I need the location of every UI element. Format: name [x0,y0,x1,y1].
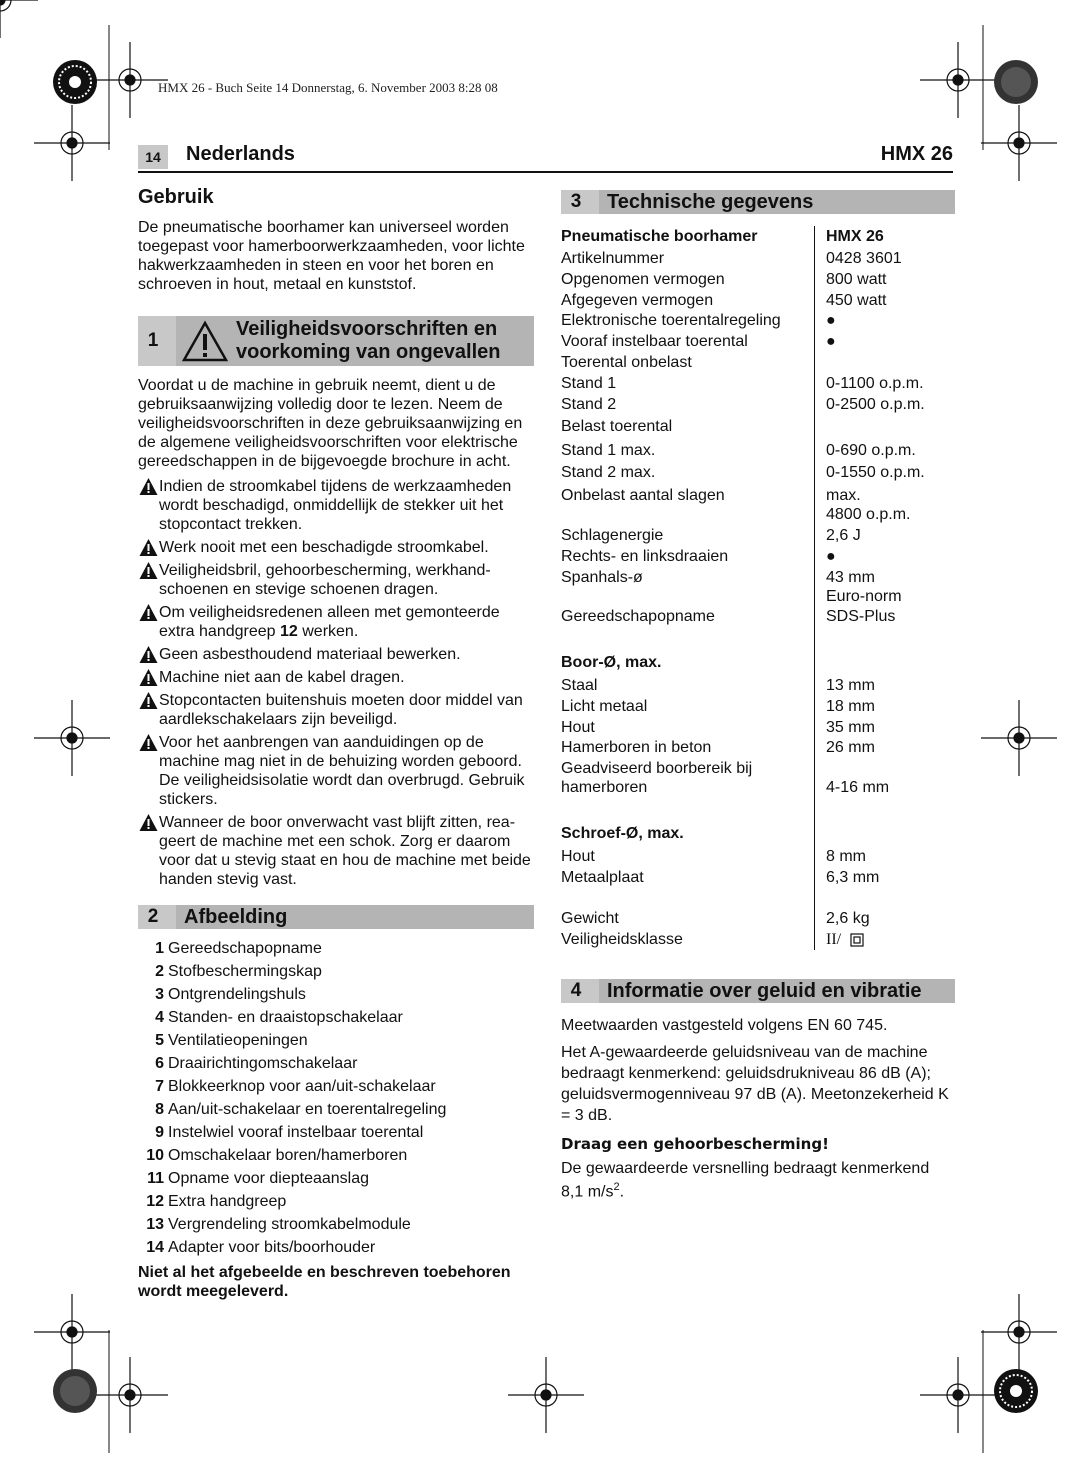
superscript: 2 [613,1181,620,1193]
spec-row [561,568,955,606]
spec-value-line: 800 watt [826,271,887,288]
spec-label [561,353,815,372]
spec-value-line: HMX 26 [826,228,884,245]
spec-value [815,676,875,695]
spec-value [815,227,884,246]
warning-text: Indien de stroomkabel tijdens de werkzaamheden wordt beschadigd, onmiddellijk de stekker uit het stopcontact trekken. [159,478,512,533]
list-item-number: 3 [155,985,164,1003]
spec-value [815,868,879,887]
spec-label-line: Spanhals-ø [561,569,643,586]
spec-label [561,930,815,949]
list-item [138,1236,534,1259]
spec-value-line: 4-16 mm [826,779,890,796]
list-item-number: 1 [155,939,164,957]
spec-label [561,311,815,330]
gebruik-title: Gebruik [138,186,214,208]
spec-row [561,607,955,626]
spec-row [561,759,955,797]
spec-value [815,463,925,482]
spec-label [561,547,815,566]
spec-value [815,568,902,606]
list-item-number: 6 [155,1054,164,1072]
warning-text: Stopcontacten buitenshuis moeten door middel van aardlekschakelaars zijn beveiligd. [159,692,523,728]
spec-label-line: Stand 2 [561,396,617,413]
spec-row [561,738,955,757]
list-item [138,1029,534,1052]
section-4-header [561,979,955,1003]
list-item [138,1121,534,1144]
spec-label-line: Opgenomen vermogen [561,271,725,288]
spec-value [815,441,916,460]
section-3-title: Technische gegevens [599,190,955,214]
list-item-label: Ontgrendelingshuls [168,985,306,1003]
section-2-title: Afbeelding [176,905,534,929]
spec-label-line: Licht metaal [561,698,648,715]
spec-value-line: 450 watt [826,292,887,309]
spec-label-line: Stand 1 [561,375,617,392]
section-1-header [138,316,534,366]
section-2-number: 2 [147,906,159,927]
spec-value-line: 6,3 mm [826,869,880,886]
spec-value [815,417,826,436]
spec-row [561,227,955,246]
spec-row [561,868,955,887]
spec-row [561,311,955,330]
spec-table-divider [814,226,815,950]
spec-value [815,697,875,716]
spec-label [561,824,815,843]
spec-row [561,676,955,695]
list-item-number: 10 [146,1146,164,1164]
list-item [138,1052,534,1075]
noise-p2: Het A-gewaardeerde geluidsniveau van de machine bedraagt kenmerkend: geluidsdrukniveau 86 dB (A); geluidsvermogenniveau 97 dB (A). Meetonzekerheid K = 3 dB. [561,1044,949,1124]
spec-label-line: Vooraf instelbaar toerental [561,333,748,350]
spec-label [561,270,815,289]
spec-label-line: Metaalplaat [561,869,644,886]
warning-text: Werk nooit met een beschadigde stroomkabel. [159,539,489,556]
spec-value-line: ● [826,333,836,350]
vibration-text-end: . [619,1183,625,1201]
warning-text: Geen asbesthoudend materiaal bewerken. [159,646,461,663]
list-item [138,1167,534,1190]
list-item-label: Ventilatieopeningen [168,1031,308,1049]
warning-text: Machine niet aan de kabel dragen. [159,669,405,686]
warning-icon [138,645,159,664]
section-2-header [138,905,534,929]
spec-value-line [826,759,889,778]
spec-label [561,374,815,393]
spec-label-line: Rechts- en linksdraaien [561,548,729,565]
spec-value-line: 8 mm [826,848,866,865]
spec-label [561,653,815,672]
accessories-note: Niet al het afgebeelde en beschreven toebehoren wordt meegeleverd. [138,1264,511,1300]
list-item [138,960,534,983]
list-item-number: 11 [147,1169,164,1187]
spec-row [561,417,955,436]
warning-icon [138,538,159,557]
list-item [138,1190,534,1213]
spec-label-line: Artikelnummer [561,250,665,267]
spec-label-line: Schroef-Ø, max. [561,825,684,842]
spec-value-line: ● [826,548,836,565]
spec-value [815,526,861,545]
spec-value-line: 18 mm [826,698,875,715]
spec-label-line: Elektronische toerentalregeling [561,312,781,329]
spec-label-line: Schlagenergie [561,527,664,544]
spec-row [561,526,955,545]
spec-label-line: Stand 2 max. [561,464,656,481]
spec-label-line: Boor-Ø, max. [561,654,662,671]
list-item-label: Stofbeschermingskap [168,962,322,980]
noise-p1: Meetwaarden vastgesteld volgens EN 60 745. [561,1017,888,1034]
spec-value [815,486,911,524]
header-model: HMX 26 [880,143,953,165]
spec-value-line: 0-1100 o.p.m. [826,375,924,392]
spec-label [561,526,815,545]
double-insulation-icon [850,933,864,947]
section-1-number: 1 [147,330,159,351]
spec-label-line: Belast toerental [561,418,673,435]
spec-label-line: Toerental onbelast [561,354,692,371]
spec-value [815,930,841,949]
page-number: 14 [138,145,168,169]
list-item [138,1098,534,1121]
spec-label [561,697,815,716]
warning-item [138,538,534,557]
gebruik-text: De pneumatische boorhamer kan universeel worden toegepast voor hamerboorwerkzaamheden, voor lichte hakwerkzaamheden in steen en voor het boren en schroeven in hout, metaal en kunststof. [138,219,525,293]
spec-value-line: 43 mm [826,569,875,586]
warning-text-part: Om veiligheidsredenen alleen met gemonteerde extra handgreep [159,604,500,640]
list-item-label: Blokkeerknop voor aan/uit-schakelaar [168,1077,436,1095]
list-item-label: Vergrendeling stroomkabelmodule [168,1215,411,1233]
spec-value-line: 0-1550 o.p.m. [826,464,925,481]
list-item [138,1075,534,1098]
list-item-number: 9 [155,1123,164,1141]
list-item-label: Standen- en draaistopschakelaar [168,1008,403,1026]
spec-label-line: Onbelast aantal slagen [561,487,725,504]
warning-item [138,691,534,729]
spec-value-line: 0-690 o.p.m. [826,442,916,459]
warning-item [138,668,534,687]
spec-label-line: Gewicht [561,910,619,927]
spec-table [561,227,955,952]
spec-label-line: Veiligheidsklasse [561,931,683,948]
spec-value [815,395,925,414]
spec-value-line: max. [826,487,861,504]
list-item-number: 12 [146,1192,164,1210]
warning-item [138,603,534,641]
spec-label-line: Afgegeven vermogen [561,292,714,309]
spec-value-line: SDS-Plus [826,608,896,625]
spec-value-line: 2,6 J [826,527,861,544]
list-item-label: Aan/uit-schakelaar en toerentalregeling [168,1100,447,1118]
spec-label [561,463,815,482]
list-item [138,1144,534,1167]
spec-label-line: Stand 1 max. [561,442,656,459]
spec-label [561,718,815,737]
spec-value-line: ● [826,312,836,329]
spec-label [561,227,815,246]
spec-value [815,909,870,928]
spec-value [815,547,836,566]
spec-row [561,249,955,268]
list-item-label: Instelwiel vooraf instelbaar toerental [168,1123,424,1141]
spec-value [815,718,875,737]
warnings-list [138,477,534,893]
spec-value [815,332,836,351]
section-3-number: 3 [570,191,582,212]
list-item-number: 4 [155,1008,164,1026]
warning-icon [138,733,159,752]
spec-value [815,353,826,372]
section-1-title: Veiligheidsvoorschriften en voorkoming van ongevallen [236,318,501,363]
spec-value [815,311,836,330]
spec-row [561,718,955,737]
spec-label [561,676,815,695]
list-item-label: Adapter voor bits/boorhouder [168,1238,376,1256]
noise-p3: Draag een gehoorbescherming! [561,1135,829,1153]
spec-label [561,332,815,351]
header-language: Nederlands [186,143,295,165]
spec-label-line: Geadviseerd boorbereik bij [561,760,753,777]
spec-label [561,486,815,524]
vibration-text: De gewaardeerde versnelling bedraagt kenmerkend 8,1 m/s [561,1160,930,1201]
spec-row [561,395,955,414]
list-item-label: Omschakelaar boren/hamerboren [168,1146,408,1164]
spec-value-line: 2,6 kg [826,910,870,927]
spec-label-line: Hamerboren in beton [561,739,712,756]
spec-value [815,270,886,289]
list-item [138,983,534,1006]
spec-row [561,463,955,482]
spec-value [815,249,902,268]
part-number: 12 [279,623,298,640]
warning-icon [138,477,159,496]
spec-label [561,568,815,606]
spec-label-line: hamerboren [561,779,648,796]
spec-row [561,824,955,843]
list-item-label: Opname voor diepteaanslag [168,1169,370,1187]
spec-label-line: Staal [561,677,598,694]
spec-value-line: II/ [826,931,842,948]
spec-row [561,847,955,866]
spec-value [815,759,889,797]
warning-item [138,813,534,889]
warning-icon [138,691,159,710]
spec-label [561,441,815,460]
spec-value [815,291,886,310]
list-item [138,1006,534,1029]
spec-value [815,653,826,672]
spec-label [561,738,815,757]
spec-label-line: Gereedschapopname [561,608,715,625]
spec-label [561,868,815,887]
header-rule [138,171,953,173]
list-item-number: 2 [155,962,164,980]
spec-value-line: Euro-norm [826,588,902,605]
section-1-intro: Voordat u de machine in gebruik neemt, dient u de gebruiksaanwijzing volledig door te lezen. Neem de veiligheidsvoorschriften in deze gebruiksaanwijzing en de algemene veiligheidsvoorschriften voor elektrische gereedschappen in de bijgevoegde brochure in acht. [138,377,523,470]
spec-value [815,607,895,626]
list-item-number: 5 [155,1031,164,1049]
list-item-label: Draairichtingomschakelaar [168,1054,358,1072]
spec-label-line: Pneumatische boorhamer [561,228,758,245]
spec-label [561,607,815,626]
spec-value-line: 26 mm [826,739,875,756]
spec-label [561,249,815,268]
warning-text [159,603,534,641]
warning-text: Voor het aanbrengen van aanduidingen op de machine mag niet in de behuizing worden geboord. De veiligheidsisolatie wordt dan overbrugd. Gebruik stickers. [159,734,525,808]
spec-label [561,759,815,797]
spec-row [561,547,955,566]
warning-icon [138,561,159,580]
spec-value [815,738,875,757]
list-item-label: Extra handgreep [168,1192,287,1210]
list-item-number: 13 [146,1215,164,1233]
warning-item [138,733,534,809]
section-4-title: Informatie over geluid en vibratie [599,979,955,1003]
spec-row [561,353,955,372]
spec-value [815,374,924,393]
warning-item [138,477,534,534]
list-item-label: Gereedschapopname [168,939,322,957]
spec-row [561,441,955,460]
spec-row [561,270,955,289]
spec-row [561,332,955,351]
noise-p4 [561,1160,955,1201]
warning-item [138,645,534,664]
list-item [138,1213,534,1236]
warning-icon [138,813,159,832]
warning-icon [138,668,159,687]
spec-label [561,847,815,866]
spec-row [561,909,955,928]
spec-row [561,653,955,672]
spec-row [561,697,955,716]
section-1-title-box [176,316,534,366]
list-item-number: 14 [146,1238,164,1256]
spec-label [561,395,815,414]
spec-value-line: 4800 o.p.m. [826,506,911,523]
warning-triangle-icon [182,320,228,362]
spec-label [561,909,815,928]
warning-icon [138,603,159,622]
spec-label [561,417,815,436]
spec-value-line: 0428 3601 [826,250,902,267]
section-4-number: 4 [570,980,582,1001]
spec-value-line: 0-2500 o.p.m. [826,396,925,413]
section-3-header [561,190,955,214]
spec-value [815,847,866,866]
spec-value-line: 13 mm [826,677,875,694]
warning-text-tail: werken. [302,623,359,640]
warning-text: Wanneer de boor onverwacht vast blijft zitten, rea-geert de machine met een schok. Zorg er daarom voor dat u stevig staat en hou de machine met beide handen stevig vast. [159,814,531,888]
spec-label-line: Hout [561,848,595,865]
spec-value [815,824,826,843]
spec-label [561,291,815,310]
spec-row [561,486,955,524]
list-item-number: 8 [155,1100,164,1118]
spec-value-line: 35 mm [826,719,875,736]
spec-row [561,291,955,310]
warning-item [138,561,534,599]
list-item-number: 7 [155,1077,164,1095]
spec-row [561,374,955,393]
parts-list [138,937,534,1259]
list-item [138,937,534,960]
print-slug: HMX 26 - Buch Seite 14 Donnerstag, 6. November 2003 8:28 08 [158,80,498,95]
warning-text: Veiligheidsbril, gehoorbescherming, werkhand-schoenen en stevige schoenen dragen. [159,562,491,598]
spec-label-line: Hout [561,719,595,736]
spec-row [561,930,955,949]
